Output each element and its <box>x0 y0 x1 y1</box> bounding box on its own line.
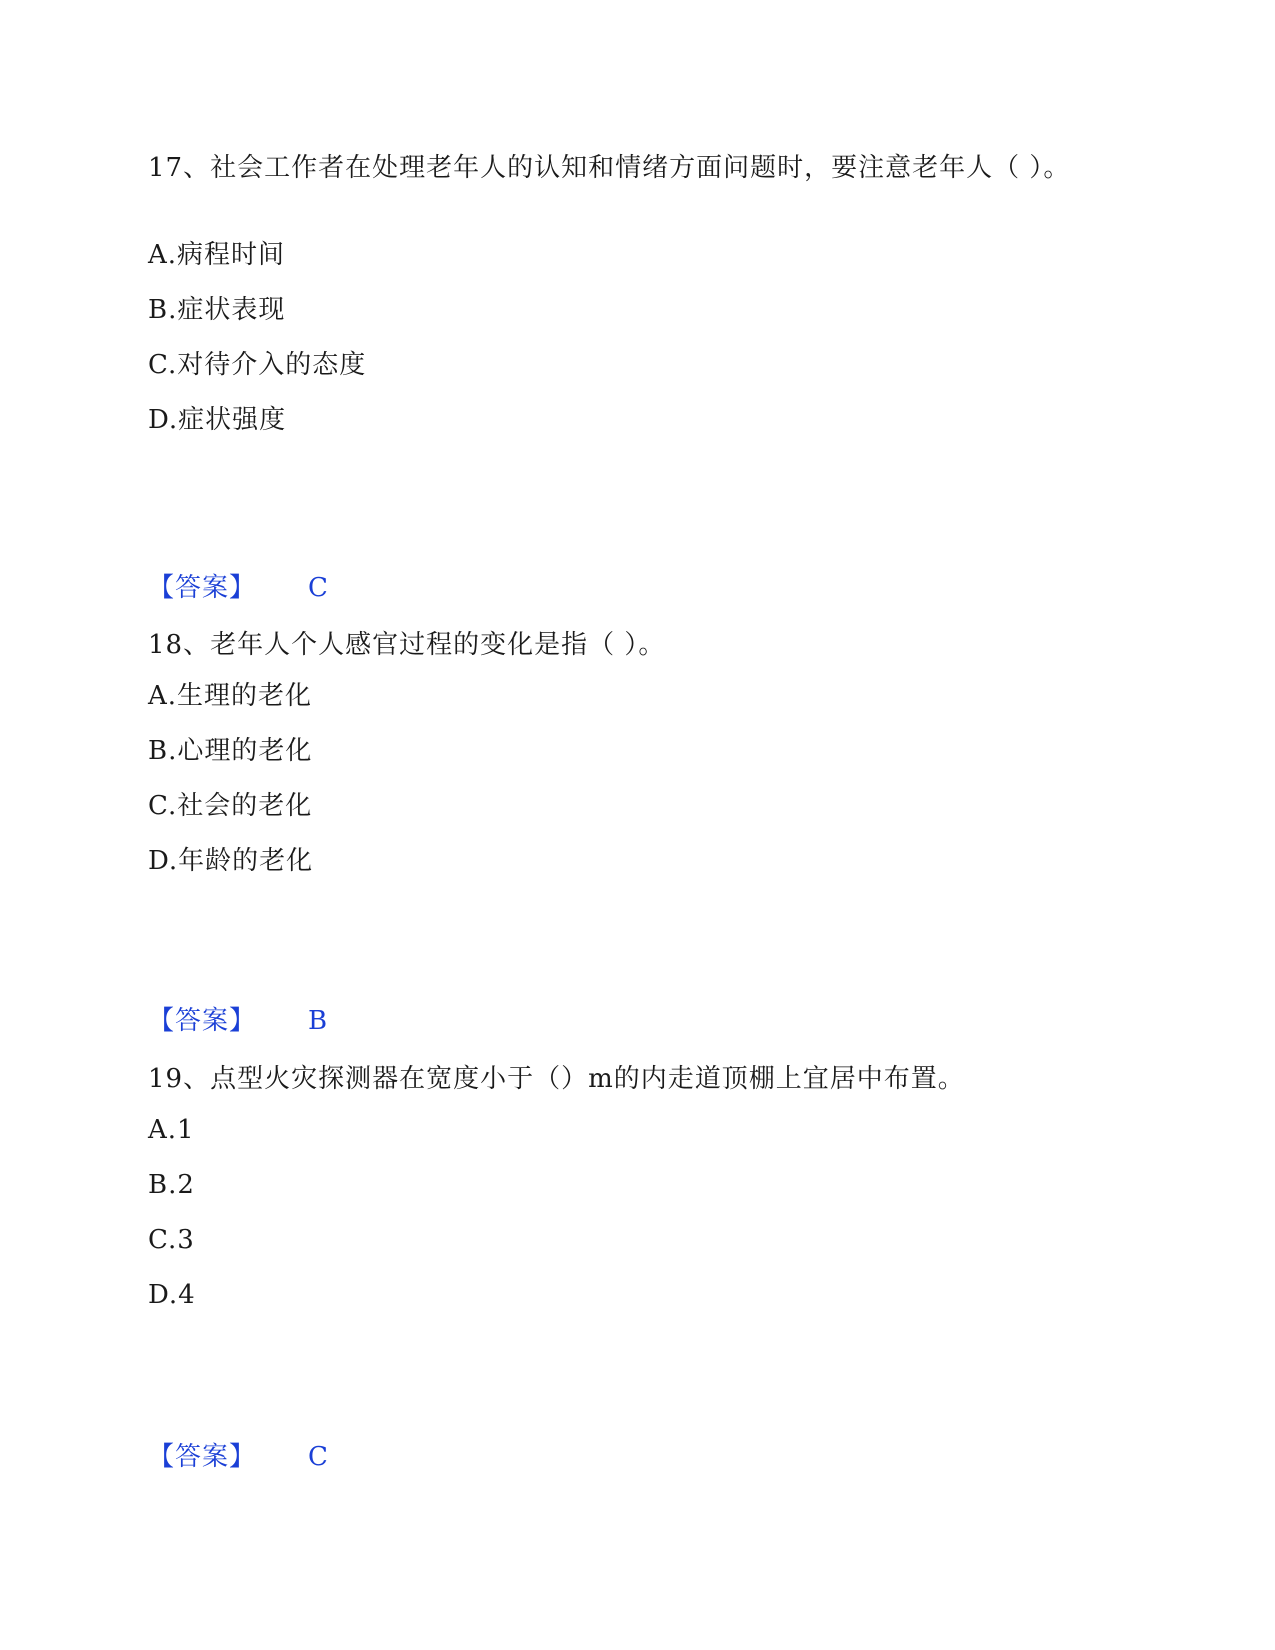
option-b: B.症状表现 <box>148 295 286 325</box>
option-d: D.年龄的老化 <box>148 846 314 876</box>
option-d: D.4 <box>148 1280 196 1310</box>
question-19 <box>148 1059 1088 1310</box>
option-a: A.生理的老化 <box>148 681 313 711</box>
option-b: B.2 <box>148 1170 195 1200</box>
answer-label: 【答案】 <box>148 573 257 603</box>
option-b: B.心理的老化 <box>148 736 313 766</box>
option-a: A.1 <box>148 1115 195 1145</box>
question-stem: 19、点型火灾探测器在宽度小于（）m的内走道顶棚上宜居中布置。 <box>148 1064 965 1094</box>
answer-17 <box>148 573 328 603</box>
option-d: D.症状强度 <box>148 405 287 435</box>
option-a: A.病程时间 <box>148 240 286 270</box>
answer-label: 【答案】 <box>148 1006 257 1036</box>
answer-value: C <box>308 1442 328 1472</box>
answer-18 <box>148 1006 328 1036</box>
option-c: C.社会的老化 <box>148 791 313 821</box>
question-18 <box>148 625 1088 876</box>
question-stem: 17、社会工作者在处理老年人的认知和情绪方面问题时，要注意老年人（ ）。 <box>148 153 1071 183</box>
question-17 <box>148 148 1088 435</box>
answer-value: C <box>308 573 328 603</box>
answer-label: 【答案】 <box>148 1442 257 1472</box>
answer-19 <box>148 1442 328 1472</box>
question-stem: 18、老年人个人感官过程的变化是指（ ）。 <box>148 630 666 660</box>
option-c: C.3 <box>148 1225 195 1255</box>
answer-value: B <box>308 1006 328 1036</box>
option-c: C.对待介入的态度 <box>148 350 367 380</box>
